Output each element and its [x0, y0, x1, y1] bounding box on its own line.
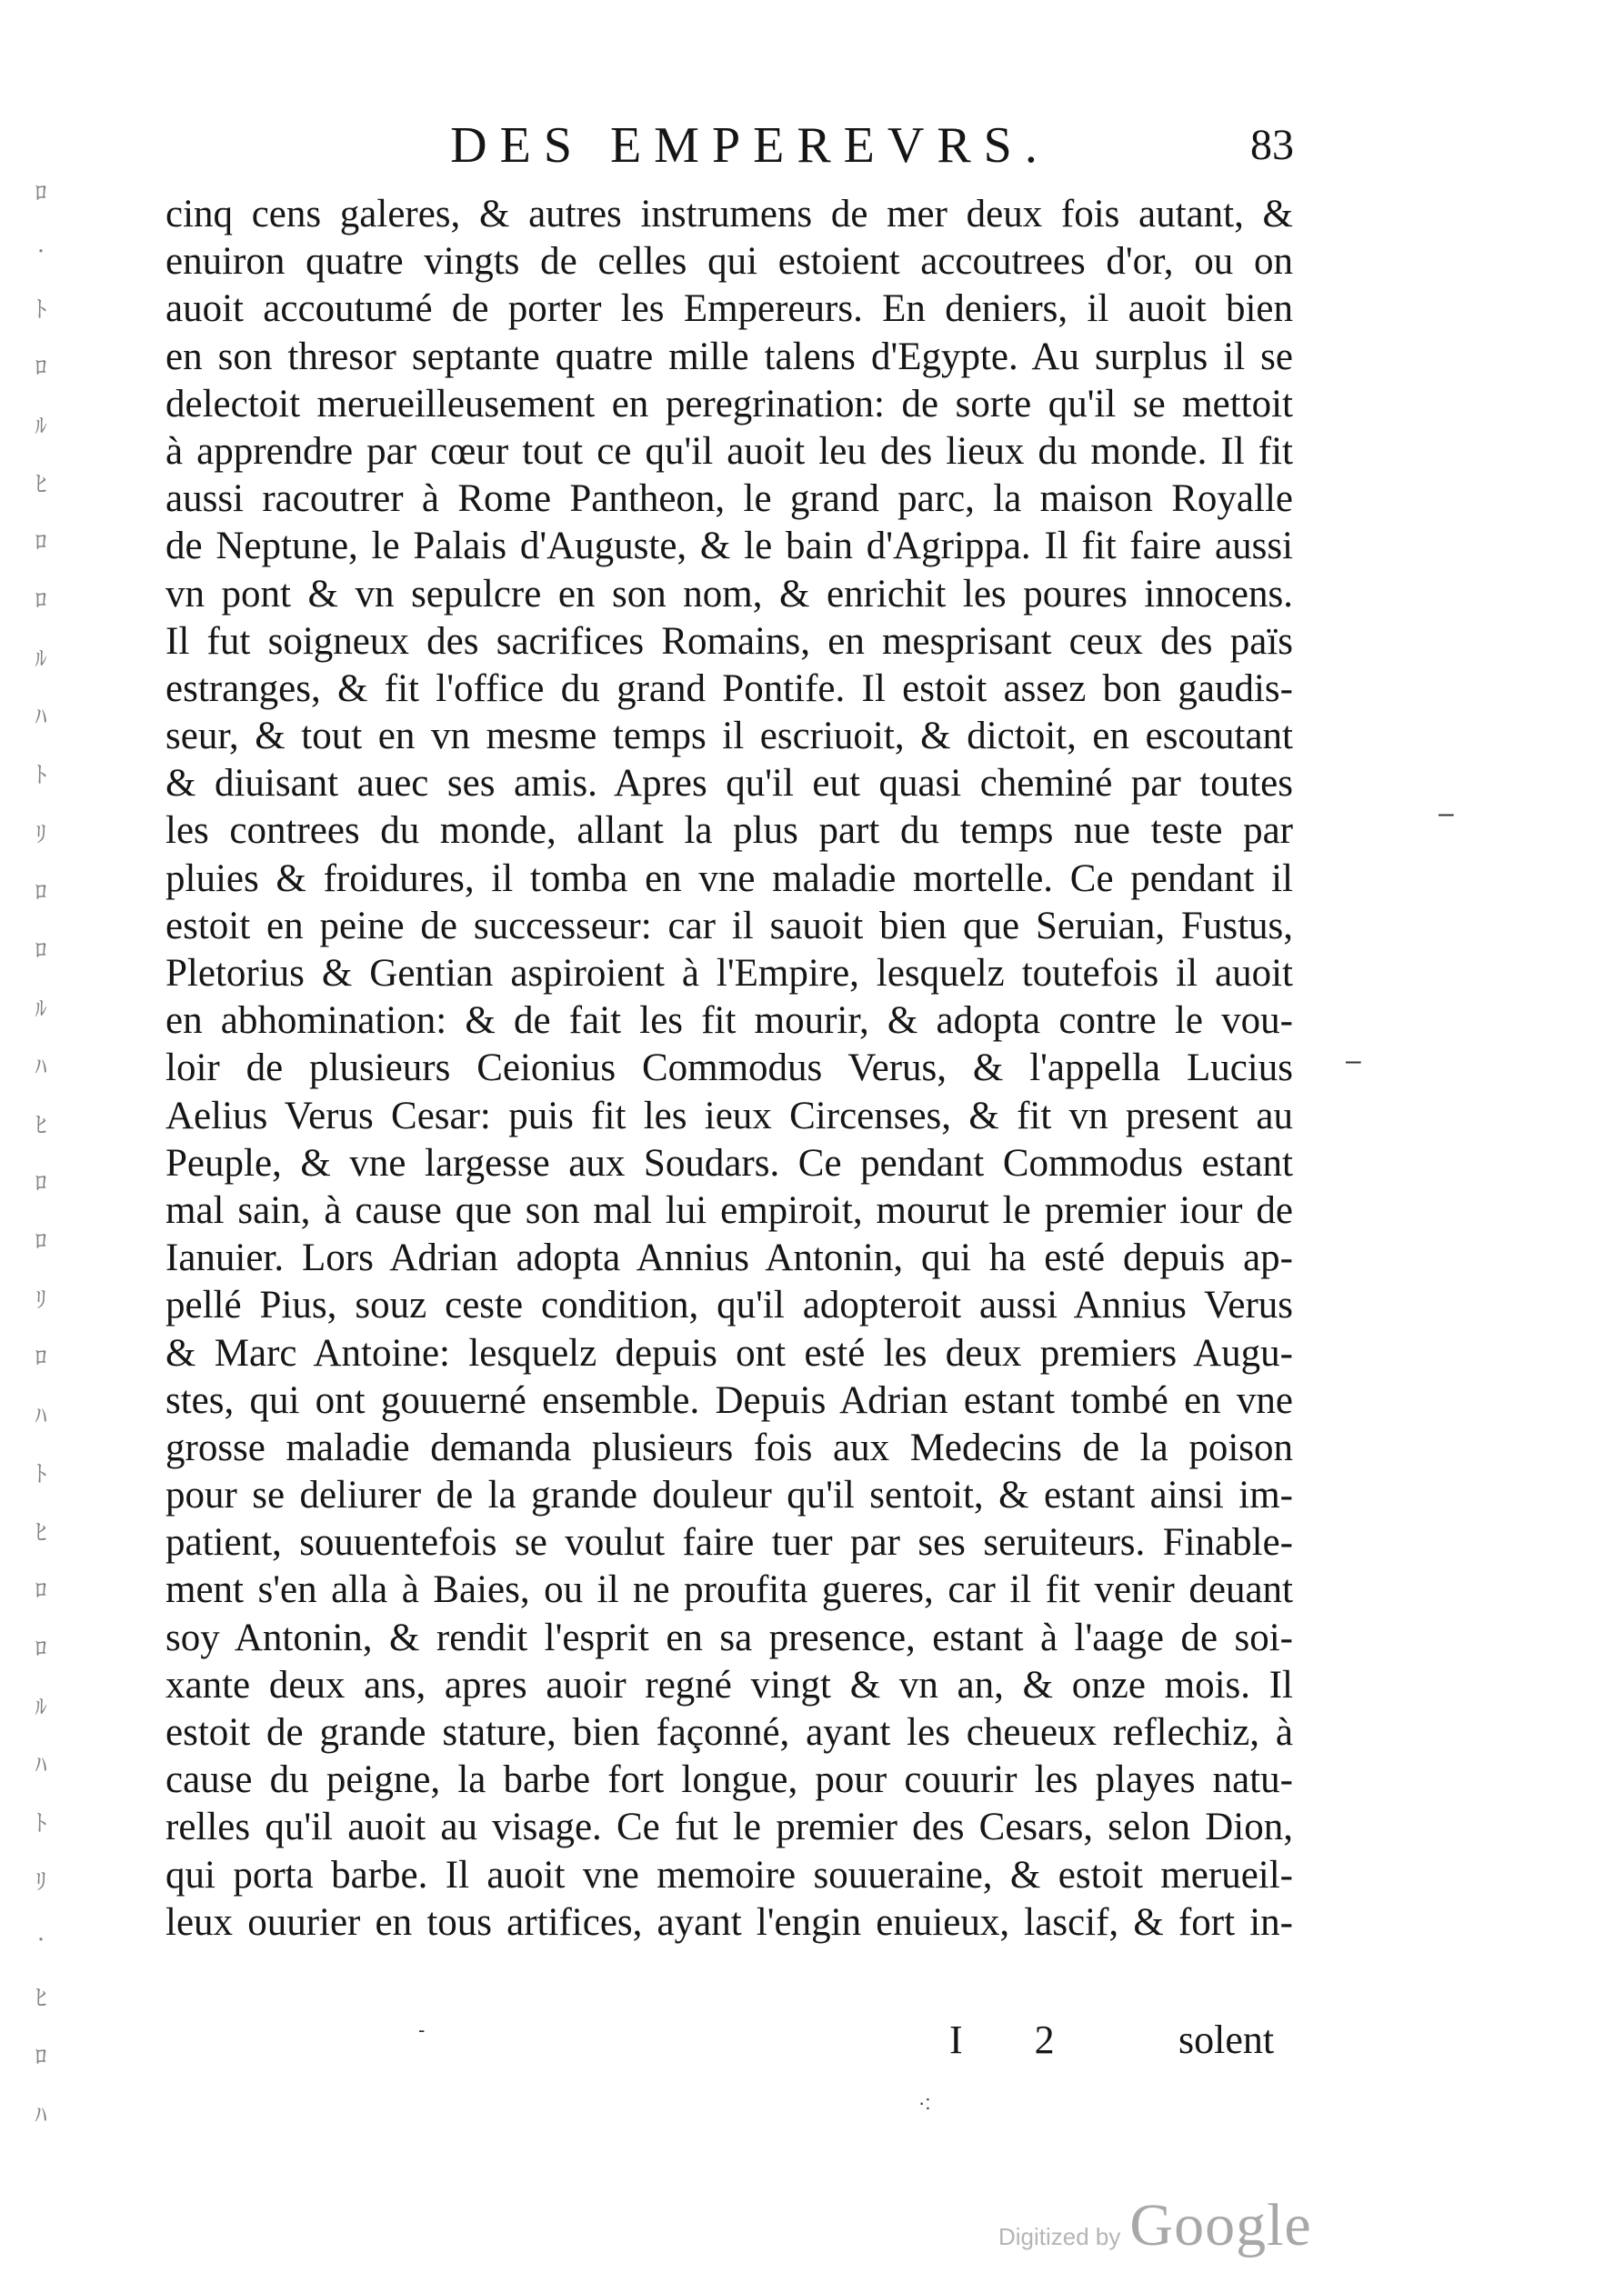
- gutter-mark: ﾋ: [35, 471, 47, 499]
- text-line: stes, qui ont gouuerné ensemble. Depuis Adrian estant tombé en vne: [165, 1378, 1293, 1422]
- running-title: DES EMPEREVRS.: [450, 117, 1050, 174]
- text-line: soy Antonin, & rendit l'esprit en sa presence, estant à l'aage de soi-: [165, 1616, 1293, 1659]
- gutter-mark: ﾊ: [35, 1053, 47, 1081]
- text-line: les contrees du monde, allant la plus part du temps nue teste par: [165, 809, 1293, 853]
- gutter-mark: ﾛ: [35, 587, 47, 616]
- text-line: mal sain, à cause que son mal lui empiroit, mourut le premier iour de: [165, 1188, 1293, 1232]
- gutter-mark: ﾛ: [35, 1227, 47, 1256]
- running-head: [0, 116, 1624, 189]
- gutter-mark: ﾙ: [35, 995, 47, 1023]
- text-line: delectoit merueilleusement en peregrination: de sorte qu'il se mettoit: [165, 382, 1293, 426]
- gutter-mark: ﾛ: [35, 2043, 47, 2071]
- text-line: & diuisant auec ses amis. Apres qu'il eut quasi cheminé par toutes: [165, 762, 1293, 806]
- gutter-mark: ﾄ: [35, 296, 47, 325]
- text-line: seur, & tout en vn mesme temps il escriuoit, & dictoit, en escoutant: [165, 715, 1293, 758]
- text-line: estoit en peine de successeur: car il sauoit bien que Seruian, Fustus,: [165, 904, 1293, 947]
- signature-mark: I 2: [949, 2018, 1086, 2062]
- text-line: pellé Pius, souz ceste condition, qu'il adopteroit aussi Annius Verus: [165, 1284, 1293, 1327]
- text-line: grosse maladie demanda plusieurs fois aux Medecins de la poison: [165, 1426, 1293, 1469]
- text-line: ment s'en alla à Baies, ou il ne proufita gueres, car il fit venir deuant: [165, 1568, 1293, 1612]
- gutter-mark: ﾛ: [35, 936, 47, 965]
- gutter-mark: ﾄ: [35, 762, 47, 790]
- text-line: pluies & froidures, il tomba en vne maladie mortelle. Ce pendant il: [165, 856, 1293, 900]
- gutter-mark: ﾛ: [35, 1344, 47, 1372]
- gutter-mark: ﾋ: [35, 1111, 47, 1139]
- text-line: estoit de grande stature, bien façonné, ayant les cheueux reflechiz, à: [165, 1711, 1293, 1754]
- text-line: en abhomination: & de fait les fit mourir, & adopta contre le vou-: [165, 999, 1293, 1043]
- text-line: vn pont & vn sepulcre en son nom, & enrichit les poures innocens.: [165, 572, 1293, 616]
- stray-mark: ·:: [918, 2091, 931, 2114]
- gutter-mark: ﾛ: [35, 1636, 47, 1664]
- gutter-mark: ﾙ: [35, 413, 47, 441]
- gutter-mark: ﾋ: [35, 1985, 47, 2013]
- stray-mark: ‒: [1346, 1046, 1361, 1076]
- gutter-mark: ﾄ: [35, 1810, 47, 1838]
- text-line: xante deux ans, apres auoir regné vingt & vn an, & onze mois. Il: [165, 1663, 1293, 1707]
- digitized-by-watermark: [998, 2191, 1312, 2264]
- text-line: qui porta barbe. Il auoit vne memoire souueraine, & estoit merueil-: [165, 1853, 1293, 1897]
- text-line: Peuple, & vne largesse aux Soudars. Ce pendant Commodus estant: [165, 1141, 1293, 1185]
- text-line: enuiron quatre vingts de celles qui estoient accoutrees d'or, ou on: [165, 240, 1293, 284]
- gutter-mark: ﾛ: [35, 878, 47, 906]
- text-line: & Marc Antoine: lesquelz depuis ont esté les deux premiers Augu-: [165, 1331, 1293, 1375]
- gutter-mark: ﾛ: [35, 355, 47, 383]
- text-line: loir de plusieurs Ceionius Commodus Verus, & l'appella Lucius: [165, 1046, 1293, 1090]
- gutter-mark: ﾛ: [35, 529, 47, 557]
- body-text: [165, 191, 1293, 1947]
- text-line: auoit accoutumé de porter les Empereurs. En deniers, il auoit bien: [165, 287, 1293, 331]
- text-line: de Neptune, le Palais d'Auguste, & le bain d'Agrippa. Il fit faire aussi: [165, 525, 1293, 568]
- gutter-mark: ﾊ: [35, 704, 47, 732]
- catchline: [0, 2017, 1624, 2071]
- gutter-mark: ﾄ: [35, 1461, 47, 1489]
- gutter-mark: ﾛ: [35, 180, 47, 207]
- text-line: pour se deliurer de la grande douleur qu'il sentoit, & estant ainsi im-: [165, 1474, 1293, 1517]
- gutter-mark: ﾙ: [35, 646, 47, 674]
- catchword: solent: [1178, 2018, 1275, 2062]
- digitized-by-label: Digitized by: [998, 2223, 1121, 2250]
- bleed-through-gutter: [20, 182, 62, 2128]
- gutter-mark: ﾛ: [35, 1169, 47, 1197]
- gutter-mark: ﾘ: [35, 820, 47, 848]
- text-line: Il fut soigneux des sacrifices Romains, en mesprisant ceux des païs: [165, 619, 1293, 663]
- text-line: cinq cens galeres, & autres instrumens de mer deux fois autant, &: [165, 193, 1293, 235]
- text-line: Aelius Verus Cesar: puis fit les ieux Circenses, & fit vn present au: [165, 1094, 1293, 1137]
- gutter-mark: ﾘ: [35, 1868, 47, 1897]
- gutter-mark: ·: [36, 238, 45, 266]
- text-line: Pletorius & Gentian aspiroient à l'Empire, lesquelz toutefois il auoit: [165, 952, 1293, 995]
- stray-mark: -: [418, 2018, 426, 2041]
- text-line: cause du peigne, la barbe fort longue, pour couurir les playes natu-: [165, 1758, 1293, 1802]
- gutter-mark: ﾛ: [35, 1577, 47, 1606]
- text-line: leux ouurier en tous artifices, ayant l'engin enuieux, lascif, & fort in-: [165, 1900, 1293, 1944]
- gutter-mark: ·: [36, 1927, 45, 1955]
- text-line: patient, souuentefois se voulut faire tuer par ses seruiteurs. Finable-: [165, 1521, 1293, 1565]
- text-line: Ianuier. Lors Adrian adopta Annius Antonin, qui ha esté depuis ap-: [165, 1237, 1293, 1280]
- gutter-mark: ﾊ: [35, 2101, 47, 2129]
- text-line: estranges, & fit l'office du grand Pontife. Il estoit assez bon gaudis-: [165, 666, 1293, 710]
- stray-mark: ‒: [1439, 798, 1454, 828]
- text-line: à apprendre par cœur tout ce qu'il auoit leu des lieux du monde. Il fit: [165, 429, 1293, 473]
- google-logo: Google: [1129, 2192, 1312, 2258]
- gutter-mark: ﾊ: [35, 1402, 47, 1430]
- text-line: aussi racoutrer à Rome Pantheon, le grand parc, la maison Royalle: [165, 477, 1293, 521]
- gutter-mark: ﾘ: [35, 1286, 47, 1314]
- text-line: relles qu'il auoit au visage. Ce fut le premier des Cesars, selon Dion,: [165, 1806, 1293, 1849]
- gutter-mark: ﾋ: [35, 1519, 47, 1547]
- page-number: 83: [1250, 121, 1294, 169]
- gutter-mark: ﾙ: [35, 1694, 47, 1722]
- text-line: en son thresor septante quatre mille talens d'Egypte. Au surplus il se: [165, 335, 1293, 378]
- gutter-mark: ﾊ: [35, 1752, 47, 1780]
